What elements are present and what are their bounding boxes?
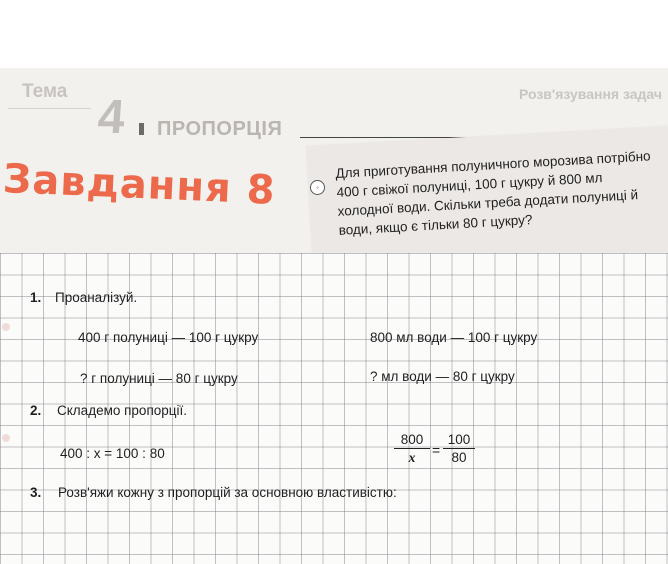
proportion-equation: 400 : x = 100 : 80: [60, 446, 165, 461]
analysis-row2-right: ? мл води — 80 г цукру: [370, 369, 515, 384]
step-title: Складемо пропорції.: [57, 403, 188, 418]
workbook-page: [0, 68, 668, 564]
fraction-right: [443, 432, 475, 465]
lightbulb-icon: ◦: [310, 180, 325, 195]
fraction-numerator: 800: [394, 432, 430, 449]
fraction-denominator: 80: [451, 450, 467, 465]
step-title: Проаналізуй.: [55, 290, 138, 305]
topic-separator: [139, 123, 144, 135]
analysis-row2-left: ? г полуниці — 80 г цукру: [80, 371, 238, 386]
topic-underline: [8, 108, 91, 109]
fraction-left: [394, 432, 430, 466]
step-number: 2.: [30, 403, 42, 418]
fraction-denominator: x: [408, 450, 416, 465]
step-number: 3.: [30, 485, 42, 500]
section-title: Розв'язування задач: [518, 86, 662, 102]
problem-text: Для приготування полуничного морозива потрібно 400 г свіжої полуниці, 100 г цукру й 800 мл холодної води. Скільки треба додати полуниці й води, якщо є тільки 80 г цукру?: [335, 148, 651, 238]
step-number: 1.: [30, 290, 42, 305]
topic-name: ПРОПОРЦІЯ: [157, 118, 283, 140]
task-title: Завдання 8: [1, 156, 277, 214]
margin-dot: [2, 434, 10, 442]
topic-label: Тема: [22, 81, 68, 102]
analysis-row1-right: 800 мл води — 100 г цукру: [370, 330, 538, 345]
topic-number: 4: [96, 91, 127, 144]
page-header: [0, 68, 668, 253]
step-title: Розв'яжи кожну з пропорцій за основною властивістю:: [58, 485, 397, 500]
margin-dot: [2, 323, 10, 331]
analysis-row1-left: 400 г полуниці — 100 г цукру: [78, 330, 259, 345]
fraction-numerator: 100: [443, 432, 475, 449]
equals-sign: =: [432, 442, 441, 458]
